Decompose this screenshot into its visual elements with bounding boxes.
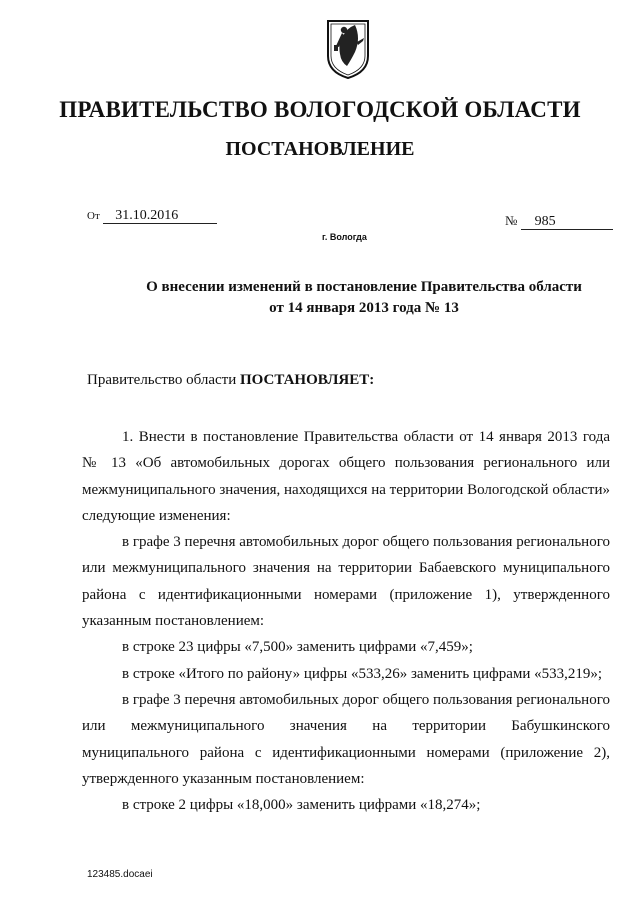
number-prefix: №: [505, 213, 518, 228]
subject-line-1: О внесении изменений в постановление Правительства области: [146, 279, 582, 295]
paragraph-3: в строке 23 цифры «7,500» заменить цифрами «7,459»;: [122, 639, 473, 656]
document-subject: [140, 277, 588, 319]
document-type-title: ПОСТАНОВЛЕНИЕ: [225, 138, 415, 160]
organization-title: ПРАВИТЕЛЬСТВО ВОЛОГОДСКОЙ ОБЛАСТИ: [59, 97, 581, 122]
subject-line-2: от 14 января 2013 года № 13: [269, 300, 459, 316]
paragraph-5: в графе 3 перечня автомобильных дорог общего пользования регионального или межмуниципального значения на территории Бабушкинского муниципального района с идентификационными номерами (приложение 2), утвержденного указанным постановлением:: [82, 691, 610, 787]
file-reference: 123485.docaei: [87, 869, 153, 880]
document-date: 31.10.2016: [103, 208, 217, 224]
coat-of-arms-emblem: [325, 18, 371, 80]
document-number: 985: [521, 214, 613, 230]
paragraph-1: 1. Внести в постановление Правительства области от 14 января 2013 года № 13 «Об автомобильных дорогах общего пользования регионального или межмуниципального значения, находящихся на территории Вологодской области» следующие изменения:: [82, 429, 610, 524]
document-date-line: [87, 208, 217, 224]
document-number-line: [505, 213, 613, 230]
document-body: [82, 424, 610, 818]
paragraph-6: в строке 2 цифры «18,000» заменить цифрами «18,274»;: [122, 797, 481, 814]
preamble: [87, 372, 374, 389]
date-prefix: От: [87, 210, 100, 222]
preamble-decree-word: ПОСТАНОВЛЯЕТ:: [239, 372, 375, 388]
paragraph-2: в графе 3 перечня автомобильных дорог общего пользования регионального или межмуниципального значения на территории Бабаевского муниципального района с идентификационными номерами (приложение 1), утвержденного указанным постановлением:: [82, 534, 610, 630]
city-label: г. Вологда: [322, 232, 367, 242]
paragraph-4: в строке «Итого по району» цифры «533,26» заменить цифрами «533,219»;: [122, 665, 603, 682]
preamble-text: Правительство области: [87, 372, 240, 388]
